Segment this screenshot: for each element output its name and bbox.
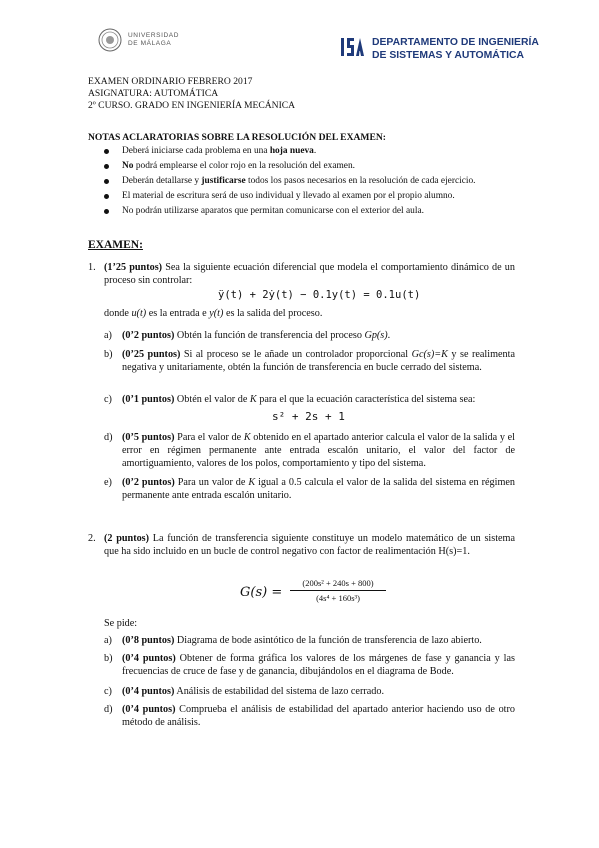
problem1-equation: ÿ(t) + 2ẏ(t) − 0.1y(t) = 0.1u(t) (218, 289, 421, 301)
bullet-icon (104, 149, 109, 154)
p1-part-a-label: a) (104, 330, 112, 341)
bullet-icon (104, 179, 109, 184)
exam-heading: EXAMEN: (88, 239, 143, 251)
transfer-function (290, 578, 386, 603)
university-seal-icon (98, 28, 122, 52)
department-logo-icon (340, 36, 366, 58)
bullet-icon (104, 194, 109, 199)
problem2-statement: (2 puntos) La función de transferencia siguiente constituye un modelo matemático de un sistema que ha sido incluido en un bucle de control negativo con factor de realimentación H(s)=1. (104, 533, 516, 557)
p1-part-d-label: d) (104, 432, 113, 443)
p1-part-d: (0’5 puntos) Para el valor de K obtenido en el apartado anterior calcula el valor de la salida y el error en régimen permanente ante entrada escalón unitario, el valor del factor de amortiguamiento, valores de los polos, comportamiento y tipo del sistema. (122, 432, 515, 469)
university-logo (98, 28, 188, 56)
p1-part-c-label: c) (104, 394, 112, 405)
exam-info (88, 76, 295, 112)
p2-part-a-label: a) (104, 635, 112, 646)
university-name-line1: UNIVERSIDAD (128, 32, 180, 39)
exam-info-line1: EXAMEN ORDINARIO FEBRERO 2017 (88, 76, 253, 87)
notes-title: NOTAS ACLARATORIAS SOBRE LA RESOLUCIÓN DEL EXAMEN: (88, 132, 386, 143)
tf-numerator: (200s² + 240s + 800) (302, 578, 374, 588)
p2-part-c-label: c) (104, 686, 112, 697)
p1-part-a: (0’2 puntos) Obtén la función de transferencia del proceso Gp(s). (122, 330, 391, 341)
problem1-definitions: donde u(t) es la entrada e y(t) es la salida del proceso. (104, 308, 323, 319)
note-item-5: No podrán utilizarse aparatos que permitan comunicarse con el exterior del aula. (122, 206, 424, 216)
problem1-statement: (1’25 puntos) Sea la siguiente ecuación diferencial que modela el comportamiento dinámico de un proceso sin controlar: (104, 262, 515, 286)
tf-denominator: (4s⁴ + 160s³) (316, 593, 360, 603)
p2-part-d-label: d) (104, 704, 113, 715)
note-item-3: Deberán detallarse y justificarse todos los pasos necesarios en la resolución de cada ejercicio. (122, 176, 476, 186)
problem1-number: 1. (88, 262, 96, 273)
note-item-1: Deberá iniciarse cada problema en una hoja nueva. (122, 146, 317, 156)
characteristic-equation: s² + 2s + 1 (272, 410, 345, 423)
p2-part-d: (0’4 puntos) Comprueba el análisis de estabilidad del apartado anterior haciendo uso de otro método de análisis. (122, 704, 515, 728)
p1-part-e-label: e) (104, 477, 112, 488)
p1-part-c: (0’1 puntos) Obtén el valor de K para el que la ecuación característica del sistema sea: (122, 394, 476, 405)
problem1-points: (1’25 puntos) (104, 262, 163, 273)
note-item-4: El material de escritura será de uso individual y llevado al examen por el propio alumno. (122, 191, 455, 201)
bullet-icon (104, 164, 109, 169)
p2-part-c: (0’4 puntos) Análisis de estabilidad del sistema de lazo cerrado. (122, 686, 384, 697)
p2-part-a: (0’8 puntos) Diagrama de bode asintótico de la función de transferencia de lazo abierto. (122, 635, 482, 646)
problem2-points: (2 puntos) (104, 533, 150, 544)
tf-lhs: G(s) = (240, 585, 283, 600)
p2-part-b: (0’4 puntos) Obtener de forma gráfica los valores de los márgenes de fase y ganancia y las frecuencias de cruce de fase y de ganancia, dibujándolos en el diagrama de Bode. (122, 653, 515, 677)
university-name (128, 32, 179, 48)
department-name (372, 36, 539, 62)
p1-part-b: (0’25 puntos) Si al proceso se le añade un controlador proporcional Gc(s)=K y se realimenta negativa y unitariamente, obtén la función de transferencia en bucle cerrado del sistema. (122, 349, 515, 373)
se-pide: Se pide: (104, 618, 138, 629)
exam-info-line3: 2º CURSO. GRADO EN INGENIERÍA MECÁNICA (88, 100, 296, 111)
p2-part-b-label: b) (104, 653, 113, 664)
note-item-2: No podrá emplearse el color rojo en la resolución del examen. (122, 161, 355, 171)
department-name-line2: DE SISTEMAS Y AUTOMÁTICA (372, 50, 525, 61)
fraction-bar (290, 590, 386, 591)
university-name-line2: DE MÁLAGA (128, 40, 172, 47)
exam-info-line2: ASIGNATURA: AUTOMÁTICA (88, 88, 219, 99)
bullet-icon (104, 209, 109, 214)
p1-part-b-label: b) (104, 349, 113, 360)
p1-part-e: (0’2 puntos) Para un valor de K igual a 0.5 calcula el valor de la salida del sistema en régimen permanente ante entrada escalón unitario. (122, 477, 515, 501)
problem2-number: 2. (88, 533, 96, 544)
department-name-line1: DEPARTAMENTO DE INGENIERÍA (372, 37, 539, 48)
